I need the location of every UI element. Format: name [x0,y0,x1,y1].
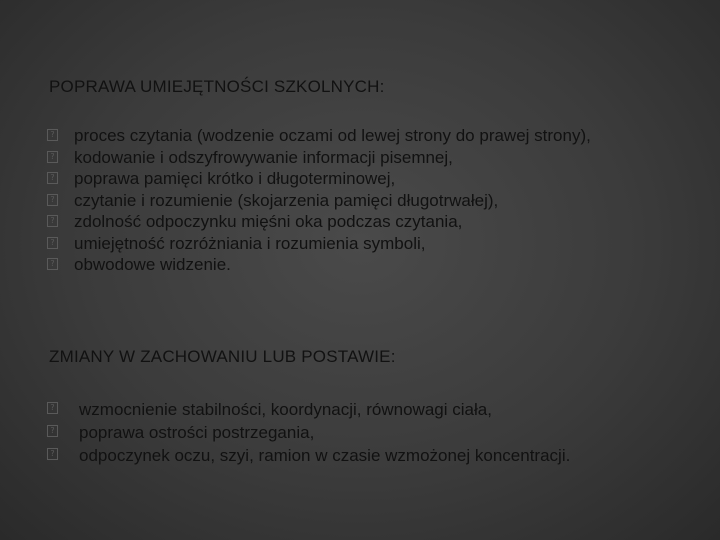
list-item-text: poprawa ostrości postrzegania, [79,423,315,442]
bullet-icon [47,258,58,270]
section-heading-behavior-changes: ZMIANY W ZACHOWANIU LUB POSTAWIE: [49,347,396,366]
bullet-icon [47,172,58,184]
list-item [47,421,687,444]
bullet-icon [47,448,58,460]
bullet-icon [47,402,58,414]
list-item-text: wzmocnienie stabilności, koordynacji, równowagi ciała, [79,400,492,419]
bullet-icon [47,237,58,249]
bullet-icon [47,215,58,227]
list-item-text: umiejętność rozróżniania i rozumienia symboli, [74,233,426,253]
list-item-text: czytanie i rozumienie (skojarzenia pamięci długotrwałej), [74,190,499,210]
list-item [47,168,687,190]
list-item-text: proces czytania (wodzenie oczami od lewej strony do prawej strony), [74,126,591,145]
bullet-icon [47,425,58,437]
list-item [47,233,687,255]
list-item-text: poprawa pamięci krótko i długoterminowej, [74,169,396,188]
list-item [47,398,687,421]
list-item [47,125,687,147]
list-item-text: kodowanie i odszyfrowywanie informacji pisemnej, [74,147,453,167]
list-item [47,147,687,169]
list-item [47,190,687,212]
bullet-icon [47,151,58,163]
list-item-text: zdolność odpoczynku mięśni oka podczas czytania, [74,212,463,231]
section-heading-school-skills: POPRAWA UMIEJĘTNOŚCI SZKOLNYCH: [49,77,385,96]
bullet-icon [47,194,58,206]
bullet-icon [47,129,58,141]
list-item [47,254,687,276]
behavior-changes-list [47,398,687,467]
list-item-text: obwodowe widzenie. [74,255,231,274]
list-item [47,444,687,467]
school-skills-list [47,125,687,276]
list-item [47,211,687,233]
list-item-text: odpoczynek oczu, szyi, ramion w czasie wzmożonej koncentracji. [79,446,571,465]
